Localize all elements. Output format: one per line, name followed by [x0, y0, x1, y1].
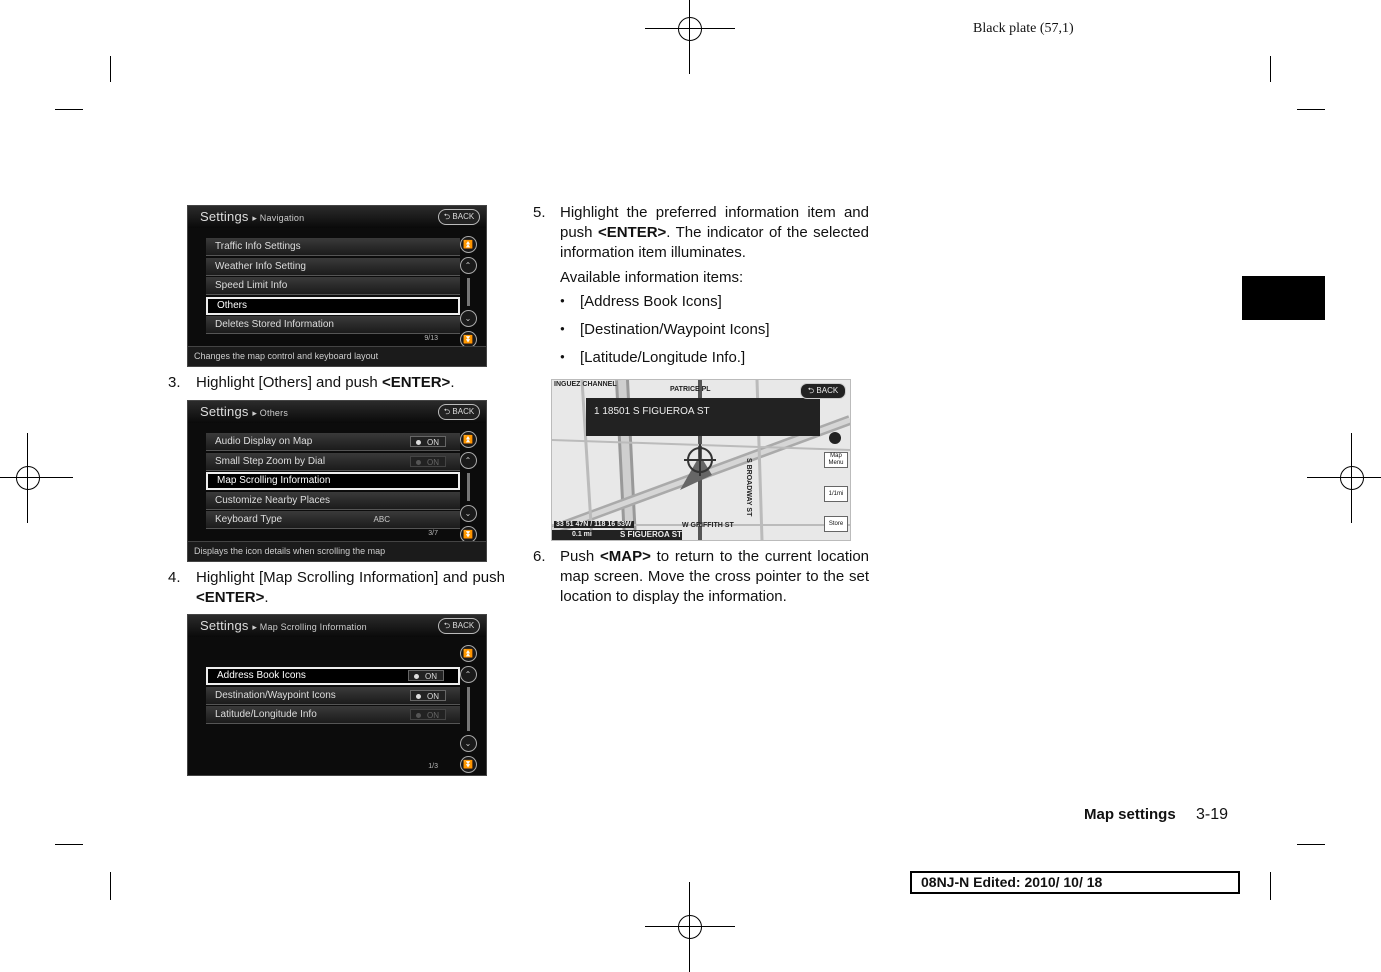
scrollbar[interactable]: [467, 473, 470, 501]
toggle-indicator: ON: [408, 670, 444, 681]
page-indicator: 3/7: [428, 530, 438, 537]
current-street: S FIGUEROA ST: [620, 530, 682, 539]
crop-mark: [1270, 56, 1271, 82]
help-text: Changes the map control and keyboard layout: [188, 346, 486, 366]
menu-item-nearby-places[interactable]: Customize Nearby Places: [206, 492, 460, 510]
scrollbar[interactable]: [467, 278, 470, 306]
menu-item-map-scrolling[interactable]: Map Scrolling Information: [206, 472, 460, 490]
map-location-info: 1 18501 S FIGUEROA ST: [586, 398, 820, 436]
settings-menu: [206, 238, 460, 336]
settings-menu: [206, 667, 460, 726]
menu-item-traffic-info[interactable]: Traffic Info Settings: [206, 238, 460, 256]
map-label: S BROADWAY ST: [745, 458, 752, 517]
step-3-number: 3.: [168, 374, 181, 391]
back-button[interactable]: ⮌ BACK: [438, 209, 480, 225]
crop-mark: [1297, 844, 1325, 845]
coordinates-readout: 33 51 47N / 118 16 53W: [556, 521, 632, 528]
step-6-number: 6.: [533, 548, 546, 565]
scale-button[interactable]: 1/1mi: [824, 486, 848, 502]
scale-label: 0.1 mi: [572, 531, 592, 538]
crop-mark: [55, 109, 83, 110]
page-indicator: 1/3: [428, 763, 438, 770]
menu-item-audio-display[interactable]: Audio Display on Map ON: [206, 433, 460, 451]
step-5-text: Highlight the preferred information item and push <ENTER>. The indicator of the selected information item illuminates.: [560, 204, 869, 261]
step-6-text: Push <MAP> to return to the current location map screen. Move the cross pointer to the set location to display the information.: [560, 548, 870, 605]
page-indicator: 9/13: [424, 335, 438, 342]
step-3-text: Highlight [Others] and push <ENTER>.: [196, 374, 455, 391]
crop-mark: [1270, 872, 1271, 900]
screen-header: [188, 206, 486, 228]
registration-mark: [645, 882, 735, 972]
available-items-label: Available information items:: [560, 269, 744, 286]
page-number: 3-19: [1196, 806, 1229, 823]
page-up-icon[interactable]: ⏫: [460, 236, 477, 253]
settings-others-screen: [187, 400, 487, 562]
crop-mark: [55, 844, 83, 845]
registration-mark: [1307, 433, 1381, 523]
menu-item-keyboard-type[interactable]: Keyboard Type ABC: [206, 511, 460, 529]
crop-mark: [110, 56, 111, 82]
toggle-indicator: ON: [410, 436, 446, 447]
menu-item-address-book-icons[interactable]: Address Book Icons ON: [206, 667, 460, 685]
bullet-item: ● [Latitude/Longitude Info.]: [580, 349, 745, 366]
step-4-number: 4.: [168, 569, 181, 586]
scroll-controls: [458, 431, 478, 547]
edited-stamp: 08NJ-N Edited: 2010/ 10/ 18: [910, 871, 1240, 894]
toggle-indicator: ON: [410, 690, 446, 701]
scroll-controls: [458, 236, 478, 352]
screen-title: Settings ▸ Map Scrolling Information: [200, 618, 367, 633]
crop-mark: [110, 872, 111, 900]
settings-navigation-screen: [187, 205, 487, 367]
page-up-icon[interactable]: ⏫: [460, 431, 477, 448]
screen-title: Settings ▸ Navigation: [200, 209, 305, 224]
registration-mark: [0, 433, 73, 523]
menu-item-lat-long-info[interactable]: Latitude/Longitude Info ON: [206, 706, 460, 724]
scroll-up-icon[interactable]: ⌃: [460, 666, 477, 683]
scrollbar[interactable]: [467, 687, 470, 731]
map-label: W GRIFFITH ST: [682, 522, 734, 529]
map-label: INGUEZ CHANNEL: [554, 381, 617, 388]
menu-item-speed-limit[interactable]: Speed Limit Info: [206, 277, 460, 295]
map-screen: [551, 379, 851, 541]
toggle-indicator: ON: [410, 456, 446, 467]
map-bottom-bar: [552, 530, 682, 540]
bullet-item: ● [Address Book Icons]: [580, 293, 722, 310]
menu-item-small-step-zoom[interactable]: Small Step Zoom by Dial ON: [206, 453, 460, 471]
menu-item-delete-stored[interactable]: Deletes Stored Information: [206, 316, 460, 334]
map-label: PATRICE PL: [670, 386, 711, 393]
chapter-tab: [1242, 276, 1325, 320]
back-button[interactable]: ⮌ BACK: [438, 404, 480, 420]
page-down-icon[interactable]: ⏬: [460, 756, 477, 773]
help-text: Displays the icon details when scrolling the map: [188, 541, 486, 561]
map-scrolling-info-screen: [187, 614, 487, 776]
keyboard-value: ABC: [373, 515, 390, 524]
bullet-item: ● [Destination/Waypoint Icons]: [580, 321, 770, 338]
scroll-up-icon[interactable]: ⌃: [460, 452, 477, 469]
menu-item-destination-icons[interactable]: Destination/Waypoint Icons ON: [206, 687, 460, 705]
map-menu-button[interactable]: Map Menu: [824, 452, 848, 468]
page-down-icon[interactable]: ⏬: [460, 526, 477, 543]
scroll-down-icon[interactable]: ⌄: [460, 505, 477, 522]
back-button[interactable]: ⮌ BACK: [800, 383, 846, 399]
page-down-icon[interactable]: ⏬: [460, 331, 477, 348]
compass-icon[interactable]: [829, 432, 841, 444]
store-button[interactable]: Store: [824, 516, 848, 532]
menu-item-weather-info[interactable]: Weather Info Setting: [206, 258, 460, 276]
scroll-down-icon[interactable]: ⌄: [460, 310, 477, 327]
scroll-up-icon[interactable]: ⌃: [460, 257, 477, 274]
back-button[interactable]: ⮌ BACK: [438, 618, 480, 634]
menu-item-others[interactable]: Others: [206, 297, 460, 315]
toggle-indicator: ON: [410, 709, 446, 720]
registration-mark: [645, 0, 735, 74]
settings-menu: [206, 433, 460, 531]
page-up-icon[interactable]: ⏫: [460, 645, 477, 662]
crop-mark: [1297, 109, 1325, 110]
screen-title: Settings ▸ Others: [200, 404, 289, 419]
scroll-down-icon[interactable]: ⌄: [460, 735, 477, 752]
step-5-number: 5.: [533, 204, 546, 221]
plate-label: Black plate (57,1): [973, 21, 1074, 36]
section-title: Map settings: [1084, 806, 1176, 823]
screen-header: [188, 401, 486, 423]
scroll-controls: [458, 645, 478, 776]
screen-header: [188, 615, 486, 637]
step-4-text: Highlight [Map Scrolling Information] and push <ENTER>.: [196, 569, 505, 606]
